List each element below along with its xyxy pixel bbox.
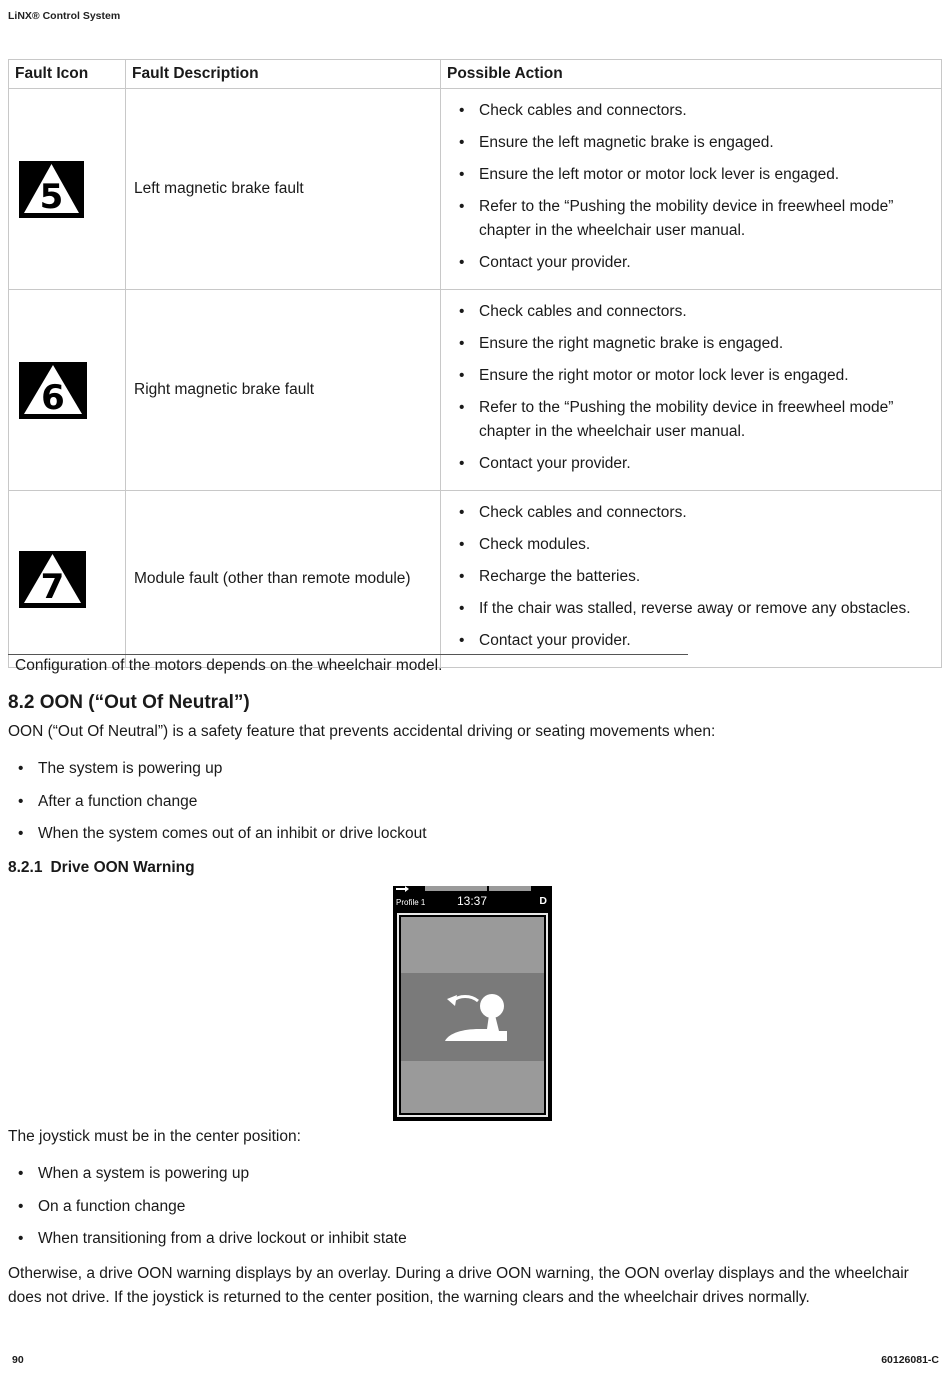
page-number: 90 bbox=[12, 1354, 24, 1366]
action-list bbox=[457, 501, 929, 653]
list-item: • When a system is powering up bbox=[18, 1164, 407, 1197]
action-item: • Ensure the left magnetic brake is engaged. bbox=[457, 131, 929, 155]
document-number: 60126081-C bbox=[881, 1354, 939, 1366]
clock-time: 13:37 bbox=[457, 894, 488, 908]
list-item: • When the system comes out of an inhibit or drive lockout bbox=[18, 824, 427, 857]
status-bar bbox=[393, 886, 552, 912]
action-list bbox=[457, 300, 929, 476]
fault-icon-number: 7 bbox=[40, 566, 65, 607]
action-item: • Contact your provider. bbox=[457, 251, 929, 275]
fault-icon-number: 5 bbox=[39, 176, 64, 217]
oon-overlay-screen bbox=[397, 913, 548, 1117]
action-item: • Check modules. bbox=[457, 533, 929, 557]
action-item: • Refer to the “Pushing the mobility device in freewheel mode” chapter in the wheelchair user manual. bbox=[457, 396, 929, 444]
subsection-heading bbox=[8, 859, 195, 877]
section-heading: 8.2 OON (“Out Of Neutral”) bbox=[8, 692, 250, 713]
footnote-divider bbox=[8, 654, 688, 655]
subsection-title: Drive OON Warning bbox=[50, 859, 195, 876]
table-row bbox=[9, 89, 942, 290]
joystick-instruction: The joystick must be in the center position: bbox=[8, 1128, 301, 1145]
section-intro: OON (“Out Of Neutral”) is a safety feature that prevents accidental driving or seating movements when: bbox=[8, 723, 716, 740]
action-item: • Check cables and connectors. bbox=[457, 300, 929, 324]
device-display bbox=[393, 886, 552, 1121]
fault-5-triangle-icon bbox=[19, 161, 84, 218]
action-item: • Ensure the right motor or motor lock lever is engaged. bbox=[457, 364, 929, 388]
column-header-fault-icon: Fault Icon bbox=[9, 60, 126, 89]
fault-table bbox=[8, 59, 942, 668]
list-item: • When transitioning from a drive lockout or inhibit state bbox=[18, 1229, 407, 1262]
footnote: Configuration of the motors depends on the wheelchair model. bbox=[15, 657, 443, 674]
action-item: • If the chair was stalled, reverse away or remove any obstacles. bbox=[457, 597, 929, 621]
subsection-number: 8.2.1 bbox=[8, 859, 43, 876]
column-header-fault-description: Fault Description bbox=[126, 60, 441, 89]
list-item: • After a function change bbox=[18, 792, 427, 825]
action-item: • Ensure the right magnetic brake is engaged. bbox=[457, 332, 929, 356]
joystick-conditions-list bbox=[18, 1164, 407, 1262]
closing-paragraph: Otherwise, a drive OON warning displays by an overlay. During a drive OON warning, the OON overlay displays and the wheelchair does not drive. If the joystick is returned to the center position, the warning clears and the wheelchair drives normally. bbox=[8, 1265, 909, 1306]
oon-conditions-list bbox=[18, 759, 427, 857]
battery-gauge-icon bbox=[393, 886, 552, 894]
fault-6-triangle-icon bbox=[19, 362, 87, 419]
fault-description: Left magnetic brake fault bbox=[126, 89, 441, 290]
action-item: • Ensure the left motor or motor lock lever is engaged. bbox=[457, 163, 929, 187]
column-header-possible-action: Possible Action bbox=[441, 60, 942, 89]
table-row bbox=[9, 290, 942, 491]
fault-description: Right magnetic brake fault bbox=[126, 290, 441, 491]
action-item: • Contact your provider. bbox=[457, 452, 929, 476]
table-header-row bbox=[9, 60, 942, 89]
action-item: • Refer to the “Pushing the mobility device in freewheel mode” chapter in the wheelchair user manual. bbox=[457, 195, 929, 243]
mode-indicator: D bbox=[539, 895, 547, 907]
profile-label: Profile 1 bbox=[396, 898, 426, 907]
fault-description: Module fault (other than remote module) bbox=[126, 491, 441, 668]
fault-7-triangle-icon bbox=[19, 551, 86, 608]
action-item: • Contact your provider. bbox=[457, 629, 929, 653]
joystick-return-icon bbox=[401, 973, 544, 1061]
list-item: • On a function change bbox=[18, 1197, 407, 1230]
action-item: • Check cables and connectors. bbox=[457, 99, 929, 123]
document-header: LiNX® Control System bbox=[8, 10, 121, 22]
action-item: • Check cables and connectors. bbox=[457, 501, 929, 525]
action-list bbox=[457, 99, 929, 275]
list-item: • The system is powering up bbox=[18, 759, 427, 792]
fault-icon-number: 6 bbox=[41, 377, 65, 418]
action-item: • Recharge the batteries. bbox=[457, 565, 929, 589]
table-row bbox=[9, 491, 942, 668]
